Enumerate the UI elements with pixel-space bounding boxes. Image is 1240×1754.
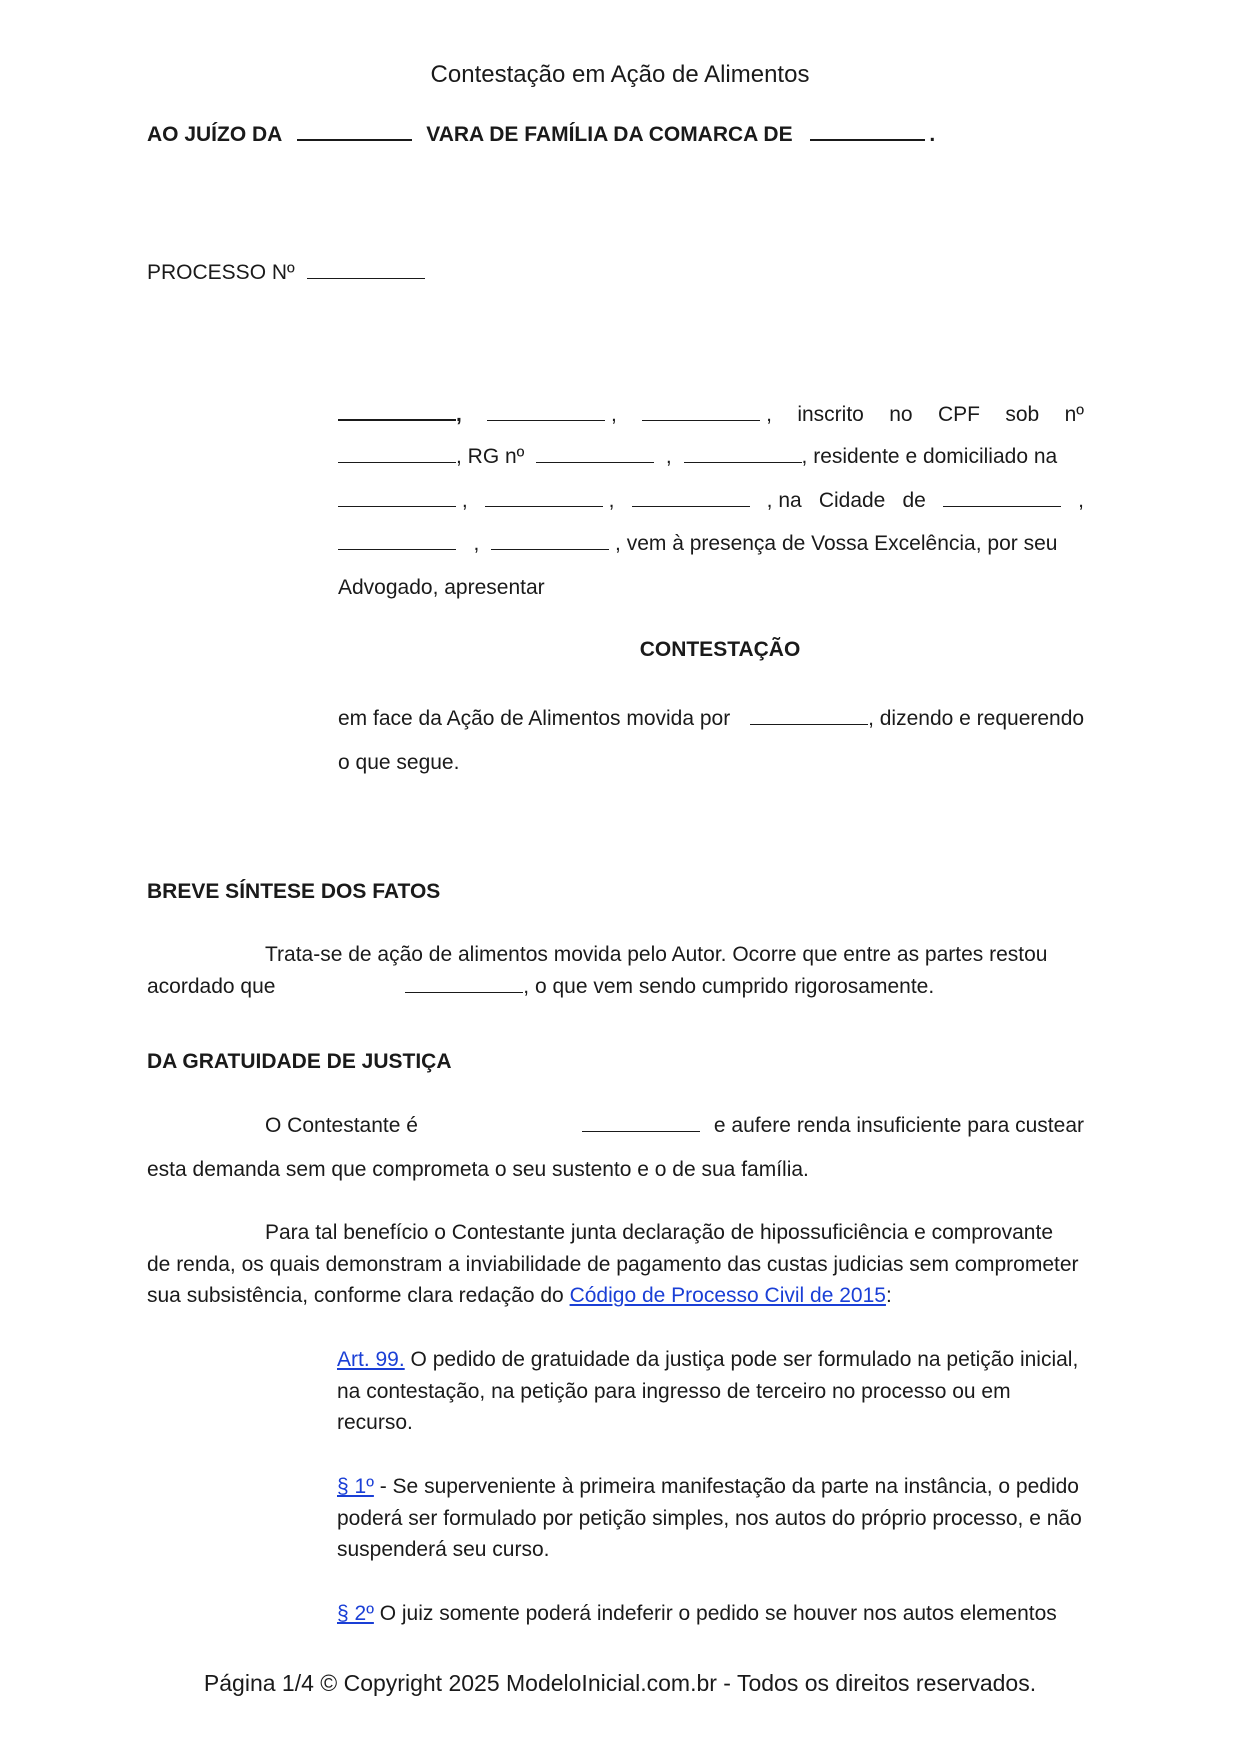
text-no: no — [889, 403, 913, 426]
intro-text-b: , dizendo e requerendo — [868, 707, 1085, 730]
par1-text-1: - Se superveniente à primeira manifestação da parte na instância, o pedido — [379, 1475, 1079, 1498]
blank-party-name — [338, 402, 456, 421]
par2-link[interactable]: § 2º — [337, 1602, 374, 1625]
qualification-line-1: , , , inscrito no CPF sob nº — [338, 402, 1084, 427]
blank-state — [338, 532, 456, 550]
par2-line-1 — [337, 1602, 1057, 1626]
document-type-heading: CONTESTAÇÃO — [639, 638, 801, 661]
blank-vara-number — [297, 122, 412, 141]
intro-text-a: em face da Ação de Alimentos movida por — [338, 707, 731, 730]
address-part2: VARA DE FAMÍLIA DA COMARCA DE — [426, 123, 793, 146]
par2-text-1: O juiz somente poderá indeferir o pedido se houver nos autos elementos — [379, 1602, 1057, 1625]
gratuity-p2-line-2: de renda, os quais demonstram a inviabilidade de pagamento das custas judicias sem comprometer — [147, 1253, 1079, 1276]
gratuity-text-c: sua subsistência, conforme clara redação do — [147, 1284, 564, 1307]
par1-line-2: poderá ser formulado por petição simples, nos autos do próprio processo, e não — [337, 1507, 1082, 1530]
address-end: . — [929, 123, 936, 146]
qualification-line-4: , , vem à presença de Vossa Excelência, por seu — [338, 532, 1057, 556]
gratuity-text-a: O Contestante é — [265, 1114, 418, 1137]
section-heading-facts: BREVE SÍNTESE DOS FATOS — [147, 880, 441, 903]
page-footer: Página 1/4 © Copyright 2025 ModeloInicial.com.br - Todos os direitos reservados. — [203, 1670, 1037, 1696]
processo-line — [147, 261, 425, 285]
gratuity-p2-line-1: Para tal benefício o Contestante junta declaração de hipossuficiência e comprovante — [265, 1221, 1053, 1244]
text-de: de — [902, 489, 926, 512]
art99-text-1: O pedido de gratuidade da justiça pode ser formulado na petição inicial, — [410, 1348, 1079, 1371]
par1-link[interactable]: § 1º — [337, 1475, 374, 1498]
text-num: nº — [1064, 403, 1084, 426]
facts-text-b: , o que vem sendo cumprido rigorosamente. — [523, 975, 935, 998]
blank-district — [632, 489, 750, 507]
intro-line-2: o que segue. — [338, 751, 460, 774]
art99-line-3: recurso. — [337, 1411, 413, 1434]
blank-processo-number — [307, 261, 425, 279]
blank-rg — [536, 445, 654, 463]
text-na: , na — [766, 489, 802, 512]
art99-link[interactable]: Art. 99. — [337, 1348, 405, 1371]
qualification-line-5: Advogado, apresentar — [338, 576, 545, 599]
qualification-line-2: , RG nº , , residente e domiciliado na — [338, 445, 1057, 469]
address-part1: AO JUÍZO DA — [147, 123, 282, 146]
text-rg: , RG nº — [456, 445, 525, 468]
blank-profession — [582, 1114, 700, 1132]
blank-marital-status — [642, 403, 760, 421]
text-residente: , residente e domiciliado na — [801, 445, 1058, 468]
par1-line-3: suspenderá seu curso. — [337, 1538, 550, 1561]
blank-comarca — [810, 122, 925, 141]
processo-label: PROCESSO Nº — [147, 261, 295, 284]
gratuity-text-b: e aufere renda insuficiente para custear — [713, 1114, 1084, 1137]
gratuity-p2-line-3 — [147, 1284, 892, 1308]
gratuity-colon: : — [885, 1284, 892, 1307]
court-address — [147, 122, 935, 147]
art99-line-2: na contestação, na petição para ingresso de terceiro no processo ou em — [337, 1380, 1011, 1403]
section-heading-gratuity: DA GRATUIDADE DE JUSTIÇA — [147, 1050, 452, 1073]
gratuity-line-1 — [265, 1114, 1084, 1138]
qualification-line-3: , , , na Cidade de , — [338, 489, 1084, 513]
intro-line-1 — [338, 707, 1084, 731]
facts-line-2 — [147, 975, 934, 999]
text-cpf: CPF — [937, 403, 980, 426]
facts-text-a: acordado que — [147, 975, 276, 998]
blank-agreement — [405, 975, 523, 993]
blank-street — [338, 489, 456, 507]
text-vem: , vem à presença de Vossa Excelência, por seu — [615, 532, 1058, 555]
blank-number — [485, 489, 603, 507]
blank-address — [684, 445, 802, 463]
facts-line-1: Trata-se de ação de alimentos movida pelo Autor. Ocorre que entre as partes restou — [265, 943, 1048, 966]
text-sob: sob — [1005, 403, 1040, 426]
text-cidade: Cidade — [818, 489, 886, 512]
gratuity-line-2: esta demanda sem que comprometa o seu sustento e o de sua família. — [147, 1158, 809, 1181]
art99-line-1 — [337, 1348, 1078, 1372]
par1-line-1 — [337, 1475, 1079, 1499]
blank-author — [750, 707, 868, 725]
blank-city — [943, 489, 1061, 507]
text-inscrito: inscrito — [797, 403, 864, 426]
cpc-2015-link[interactable]: Código de Processo Civil de 2015 — [569, 1284, 886, 1307]
blank-cpf — [338, 445, 456, 463]
page-header-title: Contestação em Ação de Alimentos — [430, 61, 810, 88]
blank-cep — [491, 532, 609, 550]
blank-nationality — [487, 403, 605, 421]
